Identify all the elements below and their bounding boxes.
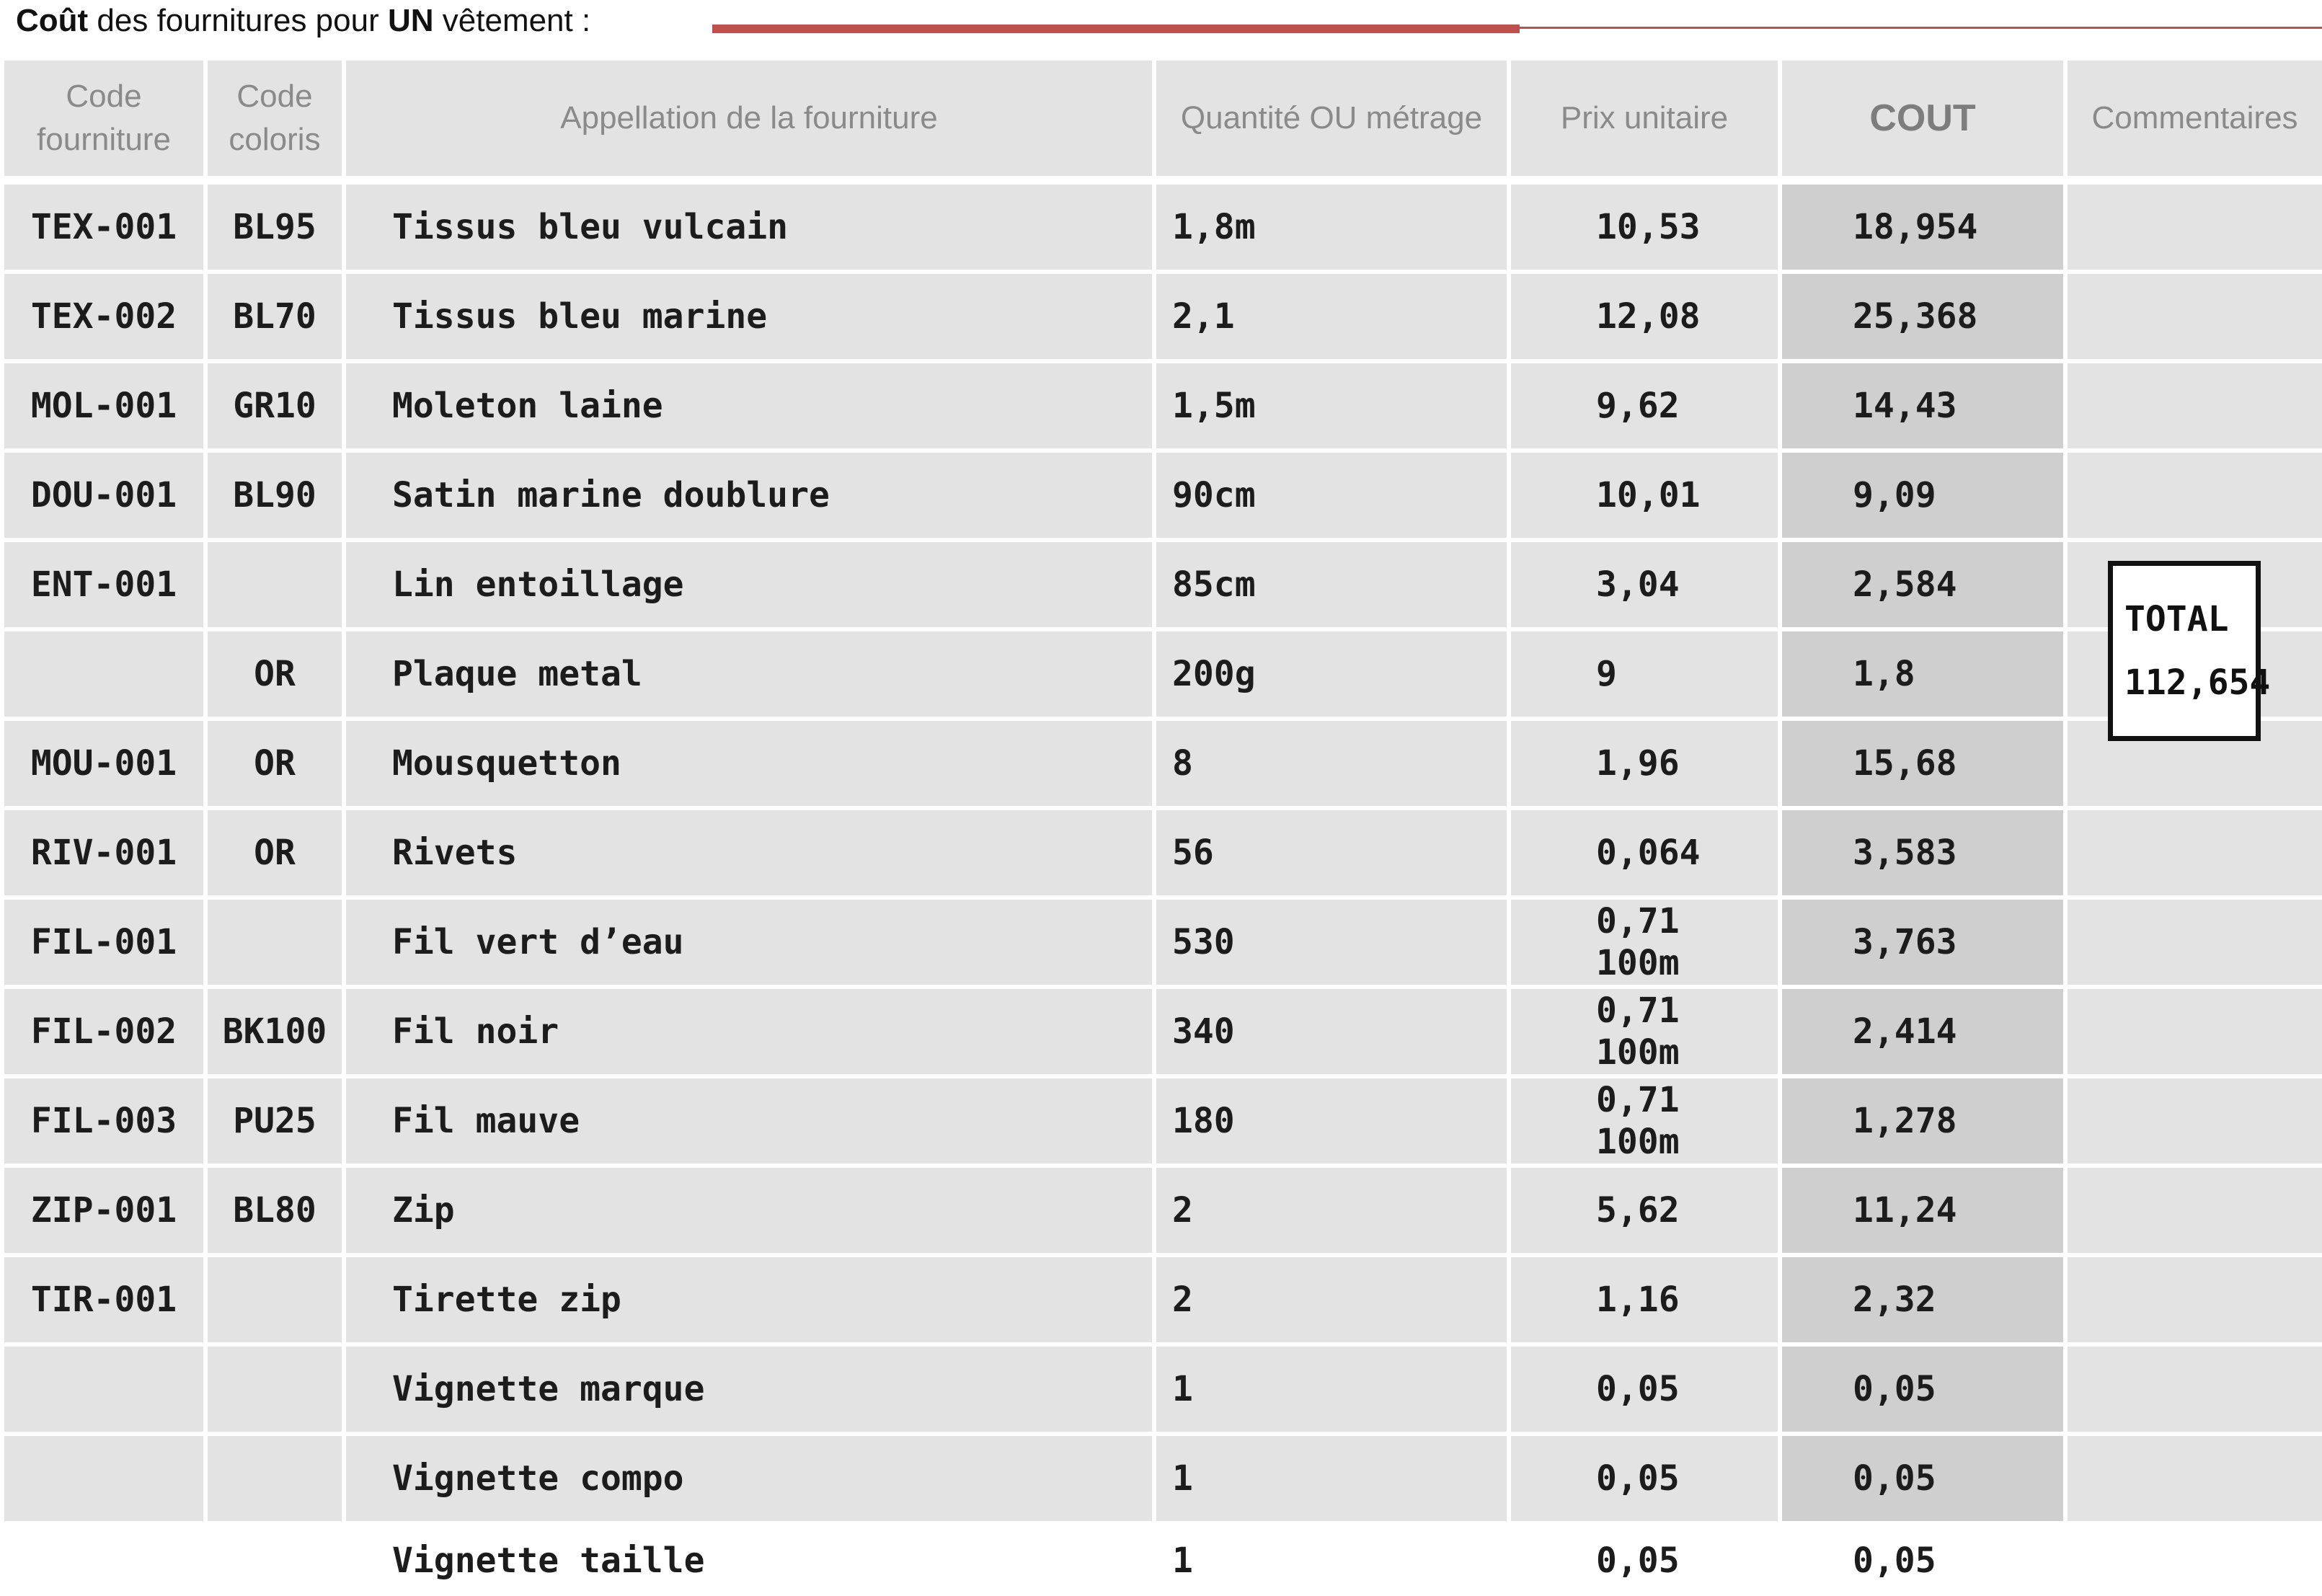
- cell-quantite: 8: [1156, 721, 1507, 806]
- cell-code-fourniture: RIV-001: [4, 810, 203, 895]
- cell-quantite: 85cm: [1156, 542, 1507, 627]
- cell-commentaires: [2068, 1525, 2322, 1596]
- cell-quantite: 180: [1156, 1078, 1507, 1163]
- header-code-fourniture: [4, 61, 203, 176]
- price-unit: 100m: [1596, 943, 1680, 983]
- cell-code-coloris: [208, 900, 342, 985]
- cell-code-coloris: BL90: [208, 453, 342, 538]
- cell-commentaires: [2068, 810, 2322, 895]
- cell-prix-unitaire: 9: [1511, 631, 1778, 717]
- cell-code-coloris: GR10: [208, 363, 342, 448]
- cell-appellation: Tissus bleu vulcain: [346, 185, 1152, 270]
- title-middle: des fournitures pour: [88, 3, 388, 38]
- cell-commentaires: [2068, 1078, 2322, 1163]
- price-unit: 100m: [1596, 1122, 1680, 1162]
- cell-code-coloris: BL95: [208, 185, 342, 270]
- cell-code-fourniture: MOU-001: [4, 721, 203, 806]
- cell-code-coloris: [208, 1347, 342, 1432]
- cell-code-fourniture: [4, 1525, 203, 1596]
- page-title: [16, 3, 590, 39]
- header-prix-unitaire: Prix unitaire: [1511, 61, 1778, 176]
- cell-cout: 9,09: [1782, 453, 2063, 538]
- supplies-cost-table: [4, 61, 2322, 1581]
- cell-appellation: Moleton laine: [346, 363, 1152, 448]
- title-un: UN: [387, 3, 434, 38]
- cell-cout: 2,32: [1782, 1257, 2063, 1342]
- total-label: TOTAL: [2124, 599, 2229, 639]
- header-code-coloris: [208, 61, 342, 176]
- cell-quantite: 1: [1156, 1436, 1507, 1521]
- cell-commentaires: [2068, 900, 2322, 985]
- header-coloris-line1: Code: [236, 79, 313, 114]
- cell-code-coloris: BK100: [208, 989, 342, 1074]
- cell-cout: 0,05: [1782, 1347, 2063, 1432]
- cell-quantite: 90cm: [1156, 453, 1507, 538]
- cell-prix-unitaire: 1,96: [1511, 721, 1778, 806]
- cell-quantite: 2: [1156, 1257, 1507, 1342]
- cell-prix-unitaire: 0,05: [1596, 1540, 1680, 1581]
- total-value: 112,654: [2124, 662, 2271, 703]
- title-cout: Coût: [16, 3, 89, 38]
- cell-code-fourniture: TIR-001: [4, 1257, 203, 1342]
- cell-commentaires: [2068, 989, 2322, 1074]
- cell-cout: 15,68: [1782, 721, 2063, 806]
- cell-quantite: 2,1: [1156, 274, 1507, 359]
- cell-prix-unitaire: 0,064: [1511, 810, 1778, 895]
- cell-commentaires: [2068, 363, 2322, 448]
- cell-quantite: 1,8m: [1156, 185, 1507, 270]
- title-end: vêtement :: [433, 3, 591, 38]
- cell-cout: 0,05: [1853, 1540, 1936, 1581]
- cell-cout: 11,24: [1782, 1168, 2063, 1253]
- header-cout: COUT: [1782, 61, 2063, 176]
- cell-code-fourniture: ZIP-001: [4, 1168, 203, 1253]
- cell-cout: 3,763: [1782, 900, 2063, 985]
- cell-cout: 18,954: [1782, 185, 2063, 270]
- cell-commentaires: [2068, 453, 2322, 538]
- cell-code-coloris: OR: [208, 721, 342, 806]
- cell-cout: 1,8: [1782, 631, 2063, 717]
- cell-cout: 25,368: [1782, 274, 2063, 359]
- cell-prix-unitaire: 1,16: [1511, 1257, 1778, 1342]
- cell-commentaires: [2068, 1347, 2322, 1432]
- cell-code-fourniture: TEX-002: [4, 274, 203, 359]
- cell-prix-unitaire: 0,05: [1511, 1436, 1778, 1521]
- cell-code-fourniture: TEX-001: [4, 185, 203, 270]
- cell-appellation: Fil mauve: [346, 1078, 1152, 1163]
- cell-quantite: 56: [1156, 810, 1507, 895]
- cell-cout: 0,05: [1782, 1436, 2063, 1521]
- price-unit: 100m: [1596, 1032, 1680, 1073]
- cell-appellation: Lin entoillage: [346, 542, 1152, 627]
- price-value: 0,71: [1596, 990, 1680, 1031]
- cell-cout: 14,43: [1782, 363, 2063, 448]
- cell-code-coloris: OR: [208, 810, 342, 895]
- cell-cout: 2,584: [1782, 542, 2063, 627]
- cell-commentaires: [2068, 1168, 2322, 1253]
- header-commentaires: Commentaires: [2068, 61, 2322, 176]
- cell-code-fourniture: [4, 631, 203, 717]
- title-thin-rule: [1520, 27, 2322, 29]
- cell-appellation: Plaque metal: [346, 631, 1152, 717]
- cell-appellation: Vignette marque: [346, 1347, 1152, 1432]
- header-appellation: Appellation de la fourniture: [346, 61, 1152, 176]
- cell-appellation: Rivets: [346, 810, 1152, 895]
- cell-code-fourniture: FIL-002: [4, 989, 203, 1074]
- cell-appellation: Satin marine doublure: [346, 453, 1152, 538]
- cell-prix-unitaire: [1511, 1078, 1778, 1163]
- cell-appellation: Tissus bleu marine: [346, 274, 1152, 359]
- cell-quantite: 530: [1156, 900, 1507, 985]
- cell-code-coloris: BL70: [208, 274, 342, 359]
- cell-appellation: Fil noir: [346, 989, 1152, 1074]
- cell-quantite: 1,5m: [1156, 363, 1507, 448]
- cell-code-fourniture: ENT-001: [4, 542, 203, 627]
- cell-prix-unitaire: 10,01: [1511, 453, 1778, 538]
- price-value: 0,71: [1596, 901, 1680, 941]
- cell-cout: 3,583: [1782, 810, 2063, 895]
- cell-code-coloris: OR: [208, 631, 342, 717]
- cell-code-coloris: [208, 1257, 342, 1342]
- cell-code-fourniture: FIL-001: [4, 900, 203, 985]
- header-code-line2: fourniture: [37, 122, 171, 157]
- cell-quantite: 1: [1156, 1347, 1507, 1432]
- cell-code-fourniture: MOL-001: [4, 363, 203, 448]
- cell-prix-unitaire: 5,62: [1511, 1168, 1778, 1253]
- cell-quantite: 2: [1156, 1168, 1507, 1253]
- cell-code-coloris: PU25: [208, 1078, 342, 1163]
- cell-appellation: Tirette zip: [346, 1257, 1152, 1342]
- cell-commentaires: [2068, 185, 2322, 270]
- total-box: [2108, 561, 2271, 741]
- header-quantite: Quantité OU métrage: [1156, 61, 1507, 176]
- cell-prix-unitaire: [1511, 989, 1778, 1074]
- cell-quantite: 1: [1172, 1540, 1193, 1581]
- cell-appellation: Mousquetton: [346, 721, 1152, 806]
- cell-appellation: Vignette taille: [392, 1540, 705, 1581]
- cell-code-coloris: [208, 542, 342, 627]
- cell-prix-unitaire: [1511, 900, 1778, 985]
- cell-prix-unitaire: 10,53: [1511, 185, 1778, 270]
- cell-cout: 2,414: [1782, 989, 2063, 1074]
- cell-prix-unitaire: 9,62: [1511, 363, 1778, 448]
- cell-appellation: Fil vert d’eau: [346, 900, 1152, 985]
- cell-commentaires: [2068, 1436, 2322, 1521]
- cell-code-coloris: [208, 1525, 342, 1596]
- header-coloris-line2: coloris: [229, 122, 321, 157]
- cell-prix-unitaire: 0,05: [1511, 1347, 1778, 1432]
- cell-quantite: 200g: [1156, 631, 1507, 717]
- cell-commentaires: [2068, 274, 2322, 359]
- cell-appellation: Zip: [346, 1168, 1152, 1253]
- cell-code-fourniture: DOU-001: [4, 453, 203, 538]
- cell-prix-unitaire: 12,08: [1511, 274, 1778, 359]
- cell-cout: 1,278: [1782, 1078, 2063, 1163]
- cell-prix-unitaire: 3,04: [1511, 542, 1778, 627]
- cell-code-fourniture: [4, 1347, 203, 1432]
- price-value: 0,71: [1596, 1080, 1680, 1120]
- cell-code-coloris: [208, 1436, 342, 1521]
- title-accent-rule: [712, 25, 1520, 33]
- cell-commentaires: [2068, 1257, 2322, 1342]
- cell-code-fourniture: FIL-003: [4, 1078, 203, 1163]
- header-code-line1: Code: [66, 79, 142, 114]
- cell-code-fourniture: [4, 1436, 203, 1521]
- cell-quantite: 340: [1156, 989, 1507, 1074]
- cell-code-coloris: BL80: [208, 1168, 342, 1253]
- cell-appellation: Vignette compo: [346, 1436, 1152, 1521]
